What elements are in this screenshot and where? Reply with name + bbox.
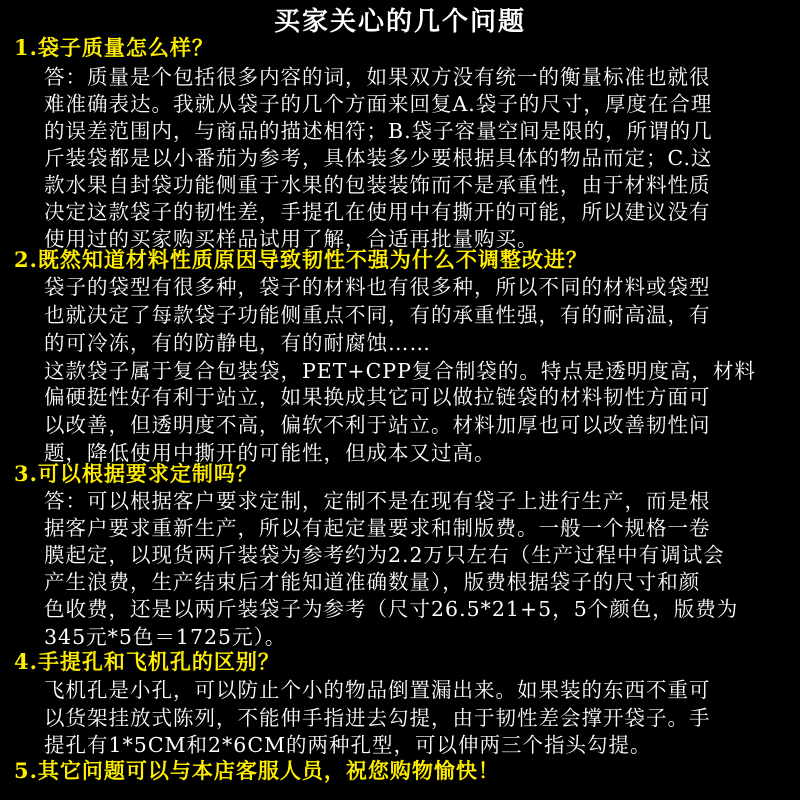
answer-2-line-5: 偏硬挺性好有利于站立，如果换成其它可以做拉链袋的材料韧性方面可 (44, 385, 711, 409)
answer-3-line-6: 345元*5色＝1725元）。 (44, 625, 287, 649)
answer-3-line-3: 膜起定，以现货两斤装袋为参考约为2.2万只左右（生产过程中有调试会 (44, 543, 725, 567)
question-3: 3.可以根据要求定制吗？ (14, 461, 258, 486)
answer-1-line-4: 斤装袋都是以小番茄为参考，具体装多少要根据具体的物品而定；C.这 (44, 146, 713, 170)
answer-2-line-3: 的可冷冻，有的防静电，有的耐腐蚀…… (44, 331, 431, 355)
question-2: 2.既然知道材料性质原因导致韧性不强为什么不调整改进？ (14, 247, 588, 272)
answer-2-line-7: 题，降低使用中撕开的可能性，但成本又过高。 (44, 441, 496, 465)
answer-3-line-2: 据客户要求重新生产，所以有起定量要求和制版费。一般一个规格一卷 (44, 516, 711, 540)
answer-1-line-6: 决定这款袋子的韧性差，手提孔在使用中有撕开的可能，所以建议没有 (44, 200, 711, 224)
answer-1-line-5: 款水果自封袋功能侧重于水果的包装装饰而不是承重性，由于材料性质 (44, 173, 711, 197)
answer-4-line-2: 以货架挂放式陈列，不能伸手指进去勾提，由于韧性差会撑开袋子。手 (44, 706, 711, 730)
question-5: 5.其它问题可以与本店客服人员，祝您购物愉快！ (14, 758, 500, 783)
answer-3-line-1: 答：可以根据客户要求定制，定制不是在现有袋子上进行生产，而是根 (44, 489, 711, 513)
answer-3-line-5: 色收费，还是以两斤装袋子为参考（尺寸26.5*21+5，5个颜色，版费为 (44, 597, 739, 621)
answer-1-line-3: 的误差范围内，与商品的描述相符；B.袋子容量空间是限的，所谓的几 (44, 119, 713, 143)
answer-2-line-2: 也就决定了每款袋子功能侧重点不同，有的承重性强，有的耐高温，有 (44, 303, 711, 327)
question-4: 4.手提孔和飞机孔的区别？ (14, 649, 280, 674)
answer-1-line-1: 答：质量是个包括很多内容的词，如果双方没有统一的衡量标准也就很 (44, 65, 711, 89)
page-title: 买家关心的几个问题 (273, 7, 526, 37)
answer-1-line-2: 难准确表达。我就从袋子的几个方面来回复A.袋子的尺寸，厚度在合理 (44, 92, 713, 116)
answer-2-line-6: 以改善，但透明度不高，偏软不利于站立。材料加厚也可以改善韧性问 (44, 413, 711, 437)
answer-1-line-7: 使用过的买家购买样品试用了解，合适再批量购买。 (44, 227, 539, 251)
question-1: 1.袋子质量怎么样？ (14, 35, 214, 60)
answer-2-line-1: 袋子的袋型有很多种，袋子的材料也有很多种，所以不同的材料或袋型 (44, 275, 711, 299)
answer-4-line-1: 飞机孔是小孔，可以防止个小的物品倒置漏出来。如果装的东西不重可 (44, 678, 711, 702)
answer-4-line-3: 提孔有1*5CM和2*6CM的两种孔型，可以伸两三个指头勾提。 (44, 733, 652, 757)
answer-3-line-4: 产生浪费，生产结束后才能知道准确数量），版费根据袋子的尺寸和颜 (44, 570, 701, 594)
answer-2-line-4: 这款袋子属于复合包装袋，PET+CPP复合制袋的。特点是透明度高，材料 (44, 359, 756, 383)
